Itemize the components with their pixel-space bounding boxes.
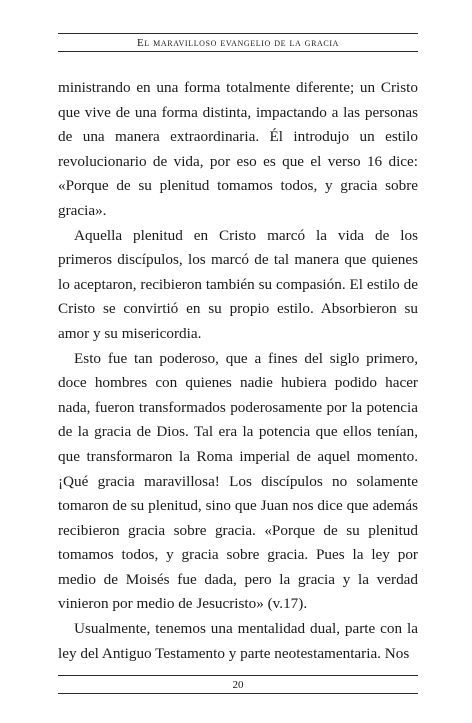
header-top-rule [58,33,418,34]
paragraph: Aquella plenitud en Cristo marcó la vida de los primeros discípulos, los marcó de tal manera que quienes lo aceptaron, recibieron también su compasión. El estilo de Cristo se convirtió en su propio estilo. Absorbieron su amor y su misericordia. [58,226,418,342]
body-text [58,76,418,666]
footer-bottom-rule [58,693,418,694]
footer-top-rule [58,675,418,676]
paragraph: ministrando en una forma totalmente diferente; un Cristo que vive de una forma distinta, impactando a las personas de una manera extraordinaria. Él introdujo un estilo revolucionario de vida, por eso es que el verso 16 dice: «Porque de su plenitud tomamos todos, y gracia sobre gracia». [58,79,418,219]
header-bottom-rule [58,51,418,52]
paragraph: Usualmente, tenemos una mentalidad dual, parte con la ley del Antiguo Testamento y parte neotestamentaria. Nos [58,620,418,662]
paragraph: Esto fue tan poderoso, que a fines del siglo primero, doce hombres con quienes nadie hubiera podido hacer nada, fueron transformados poderosamente por la potencia de la gracia de Dios. Tal era la potencia que ellos tenían, que transformaron la Roma imperial de aquel momento. ¡Qué gracia maravillosa! Los discípulos no solamente tomaron de su plenitud, sino que Juan nos dice que además recibieron gracia sobre gracia. «Porque de su plenitud tomamos todos, y gracia sobre gracia. Pues la ley por medio de Moisés fue dada, pero la gracia y la verdad vinieron por medio de Jesucristo» (v.17). [58,349,418,613]
running-title: El maravilloso evangelio de la gracia [137,37,339,49]
page-number: 20 [232,679,244,691]
running-header [58,33,418,52]
page-footer [58,675,418,694]
